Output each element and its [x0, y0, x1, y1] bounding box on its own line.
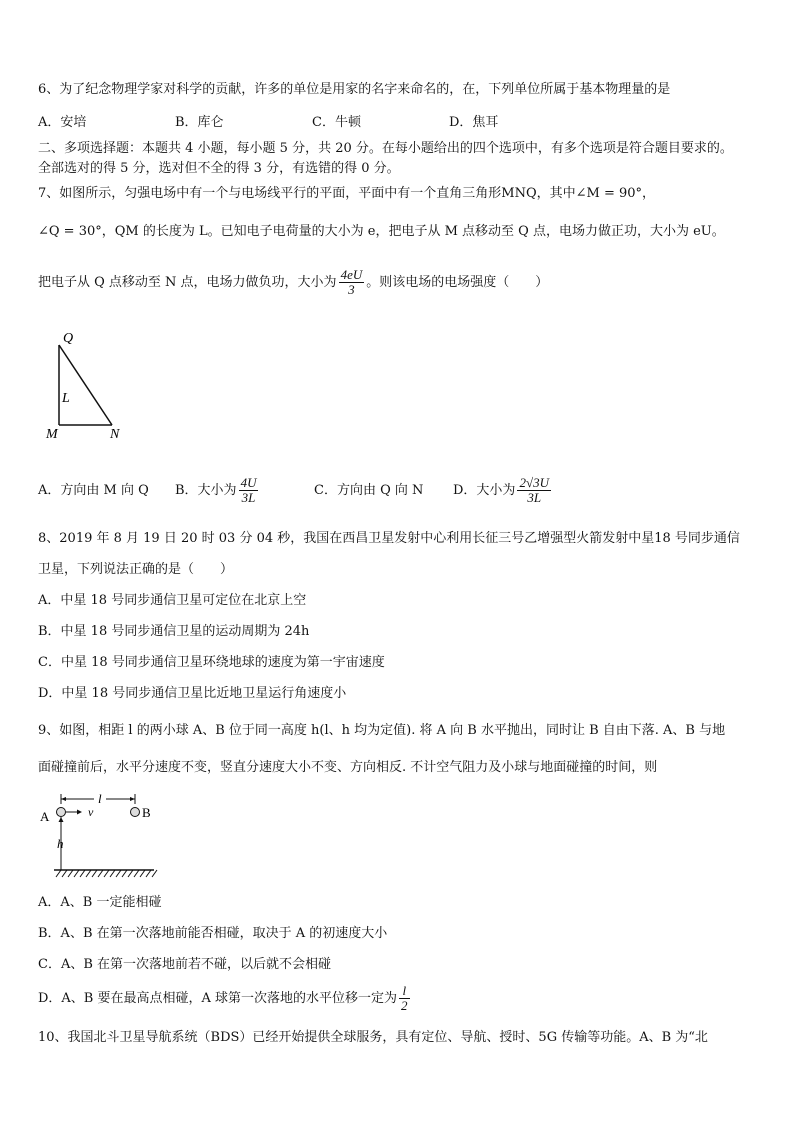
q7-label-m: M [46, 427, 58, 442]
ground-hatching [56, 870, 157, 877]
section2-line2: 全部选对的得 5 分，选对但不全的得 3 分，有选错的得 0 分。 [38, 161, 400, 176]
q7-label-l: L [62, 391, 70, 406]
q9-label-l: l [98, 791, 102, 806]
q6-option-a: A．安培 [38, 115, 87, 130]
q7-option-c: C．方向由 Q 向 N [314, 483, 424, 498]
q7-line1: 7、如图所示，匀强电场中有一个与电场线平行的平面，平面中有一个直角三角形MNQ，其中∠M = 90°， [38, 186, 656, 201]
q7-option-b-den: 3L [241, 490, 256, 505]
q8-option-b: B．中星 18 号同步通信卫星的运动周期为 24h [38, 624, 310, 639]
q6-option-c: C．牛顿 [312, 115, 361, 130]
q6-stem: 6、为了纪念物理学家对科学的贡献，许多的单位是用家的名字来命名的，在，下列单位所属于基本物理量的是 [38, 82, 671, 97]
q9-label-b: B [142, 805, 151, 820]
q8-option-a: A．中星 18 号同步通信卫星可定位在北京上空 [38, 593, 307, 608]
q7-line3 [38, 266, 760, 300]
q9-line1: 9、如图，相距 l 的两小球 A、B 位于同一高度 h(l、h 均为定值). 将 A 向 B 水平抛出，同时让 B 自由下落. A、B 与地 [38, 723, 726, 738]
q9-option-d-text: D．A、B 要在最高点相碰，A 球第一次落地的水平位移一定为 [38, 991, 398, 1006]
q8-line1: 8、2019 年 8 月 19 日 20 时 03 分 04 秒，我国在西昌卫星发射中心利用长征三号乙增强型火箭发射中星18 号同步通信 [38, 531, 740, 546]
q7-line3-pre: 把电子从 Q 点移动至 N 点，电场力做负功，大小为 [38, 275, 337, 290]
q7-triangle-figure [38, 325, 148, 445]
q6-option-d: D．焦耳 [449, 115, 499, 130]
q9-option-d-den: 2 [401, 998, 408, 1013]
q9-label-h: h [57, 836, 64, 851]
q7-fraction-num: 4eU [340, 267, 363, 282]
q10-line1: 10、我国北斗卫星导航系统（BDS）已经开始提供全球服务，具有定位、导航、授时、5G 传输等功能。A、B 为“北 [38, 1030, 708, 1045]
q7-label-n: N [110, 427, 120, 442]
q9-option-c: C．A、B 在第一次落地前若不碰，以后就不会相碰 [38, 957, 332, 972]
q7-line2: ∠Q = 30°，QM 的长度为 L。已知电子电荷量的大小为 e，把电子从 M 点移动至 Q 点，电场力做正功，大小为 eU。 [38, 224, 725, 239]
q7-option-d-den: 3L [527, 490, 542, 505]
q9-option-a: A．A、B 一定能相碰 [38, 895, 162, 910]
q7-option-a: A．方向由 M 向 Q [38, 483, 149, 498]
q7-line3-post: 。则该电场的电场强度（ ） [366, 275, 549, 290]
q7-option-d-label: D．大小为 [453, 483, 516, 498]
q9-label-v: v [88, 805, 94, 819]
q9-option-d-num: l [399, 984, 410, 999]
q7-option-b-label: B．大小为 [175, 483, 237, 498]
q9-option-d [38, 982, 760, 1016]
q8-option-c: C．中星 18 号同步通信卫星环绕地球的速度为第一宇宙速度 [38, 655, 385, 670]
q7-fraction [339, 268, 365, 297]
q9-option-d-fraction [399, 984, 410, 1013]
section2-line1: 二、多项选择题：本题共 4 小题，每小题 5 分，共 20 分。在每小题给出的四个选项中，有多个选项是符合题目要求的。 [38, 141, 733, 156]
q6-option-b: B．库仑 [175, 115, 224, 130]
q7-option-b-fraction [239, 476, 259, 505]
q8-line2: 卫星，下列说法正确的是（ ） [38, 562, 234, 577]
q7-label-q: Q [63, 331, 74, 346]
q7-option-b-num: 4U [240, 475, 257, 490]
q7-option-d-fraction [517, 476, 551, 505]
q7-option-b [175, 473, 314, 509]
q7-options [38, 473, 760, 509]
q7-option-d [453, 475, 553, 505]
q7-fraction-den: 3 [348, 282, 355, 297]
q8-option-d: D．中星 18 号同步通信卫星比近地卫星运行角速度小 [38, 686, 347, 701]
q7-option-d-num: 2√3U [519, 475, 549, 490]
q9-line2: 面碰撞前后，水平分速度不变，竖直分速度大小不变、方向相反. 不计空气阻力及小球与地面碰撞的时间，则 [38, 760, 658, 775]
q9-option-b: B．A、B 在第一次落地前能否相碰，取决于 A 的初速度大小 [38, 926, 388, 941]
q9-label-a: A [40, 809, 50, 824]
q9-balls-figure [36, 790, 166, 882]
q6-options [38, 113, 760, 133]
